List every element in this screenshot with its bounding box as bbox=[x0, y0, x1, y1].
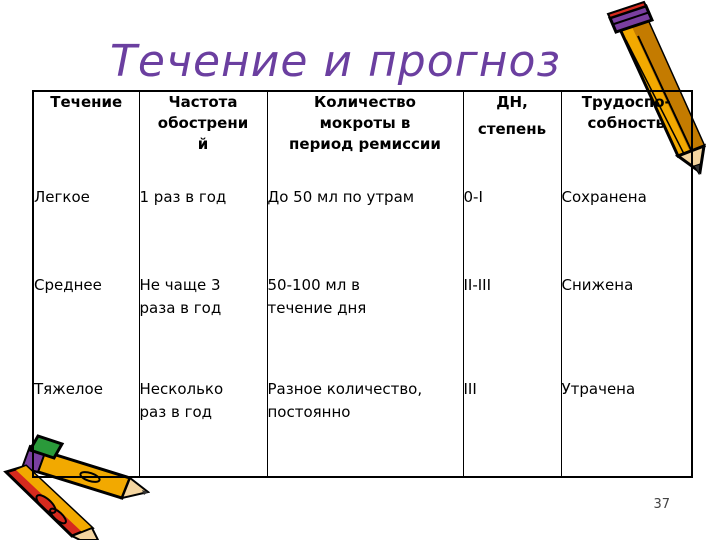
cell-line: Разное количество, bbox=[267, 379, 423, 398]
cell-line: течение дня bbox=[267, 298, 367, 317]
cell-frequency bbox=[139, 378, 267, 477]
cell-line: раз в год bbox=[139, 402, 212, 421]
table-row bbox=[33, 274, 692, 378]
cell-work-capacity: Снижена bbox=[561, 274, 692, 378]
cell-sputum bbox=[267, 274, 463, 378]
header-line: обострени bbox=[157, 114, 249, 132]
cell-line: 50-100 мл в bbox=[267, 275, 360, 294]
cell-frequency bbox=[139, 186, 267, 274]
header-sputum bbox=[267, 91, 463, 186]
cell-line: Не чаще 3 bbox=[139, 275, 221, 294]
cell-line: постоянно bbox=[267, 402, 351, 421]
cell-course: Среднее bbox=[34, 275, 102, 294]
header-dn bbox=[463, 91, 561, 186]
header-course bbox=[33, 91, 139, 186]
header-line: Частота bbox=[168, 93, 238, 111]
header-line: Течение bbox=[50, 93, 123, 111]
header-line: ДН, bbox=[496, 93, 528, 111]
page-number: 37 bbox=[653, 497, 670, 512]
header-line: период ремиссии bbox=[289, 135, 441, 153]
table-header-row bbox=[33, 91, 692, 186]
cell-dn: II-III bbox=[463, 274, 561, 378]
header-frequency bbox=[139, 91, 267, 186]
cell-sputum bbox=[267, 186, 463, 274]
cell-line: Несколько bbox=[139, 379, 224, 398]
table-row bbox=[33, 186, 692, 274]
header-line: степень bbox=[477, 120, 547, 138]
header-line: й bbox=[197, 135, 209, 153]
header-line: Трудоспо- bbox=[581, 93, 671, 111]
cell-line: 1 раз в год bbox=[139, 187, 227, 206]
cell-line: До 50 мл по утрам bbox=[267, 187, 415, 206]
cell-dn: III bbox=[463, 378, 561, 477]
header-line: Количество bbox=[314, 93, 416, 111]
cell-sputum bbox=[267, 378, 463, 477]
cell-line: раза в год bbox=[139, 298, 222, 317]
cell-course: Легкое bbox=[34, 187, 90, 206]
cell-course: Тяжелое bbox=[34, 379, 103, 398]
table-row bbox=[33, 378, 692, 477]
cell-work-capacity: Сохранена bbox=[561, 186, 692, 274]
header-work-capacity bbox=[561, 91, 692, 186]
cell-work-capacity: Утрачена bbox=[561, 378, 692, 477]
slide-title: Течение и прогноз bbox=[110, 36, 561, 87]
header-line: собность bbox=[587, 114, 665, 132]
cell-dn: 0-I bbox=[463, 186, 561, 274]
cell-frequency bbox=[139, 274, 267, 378]
course-prognosis-table bbox=[32, 90, 693, 478]
header-line: мокроты в bbox=[319, 114, 411, 132]
